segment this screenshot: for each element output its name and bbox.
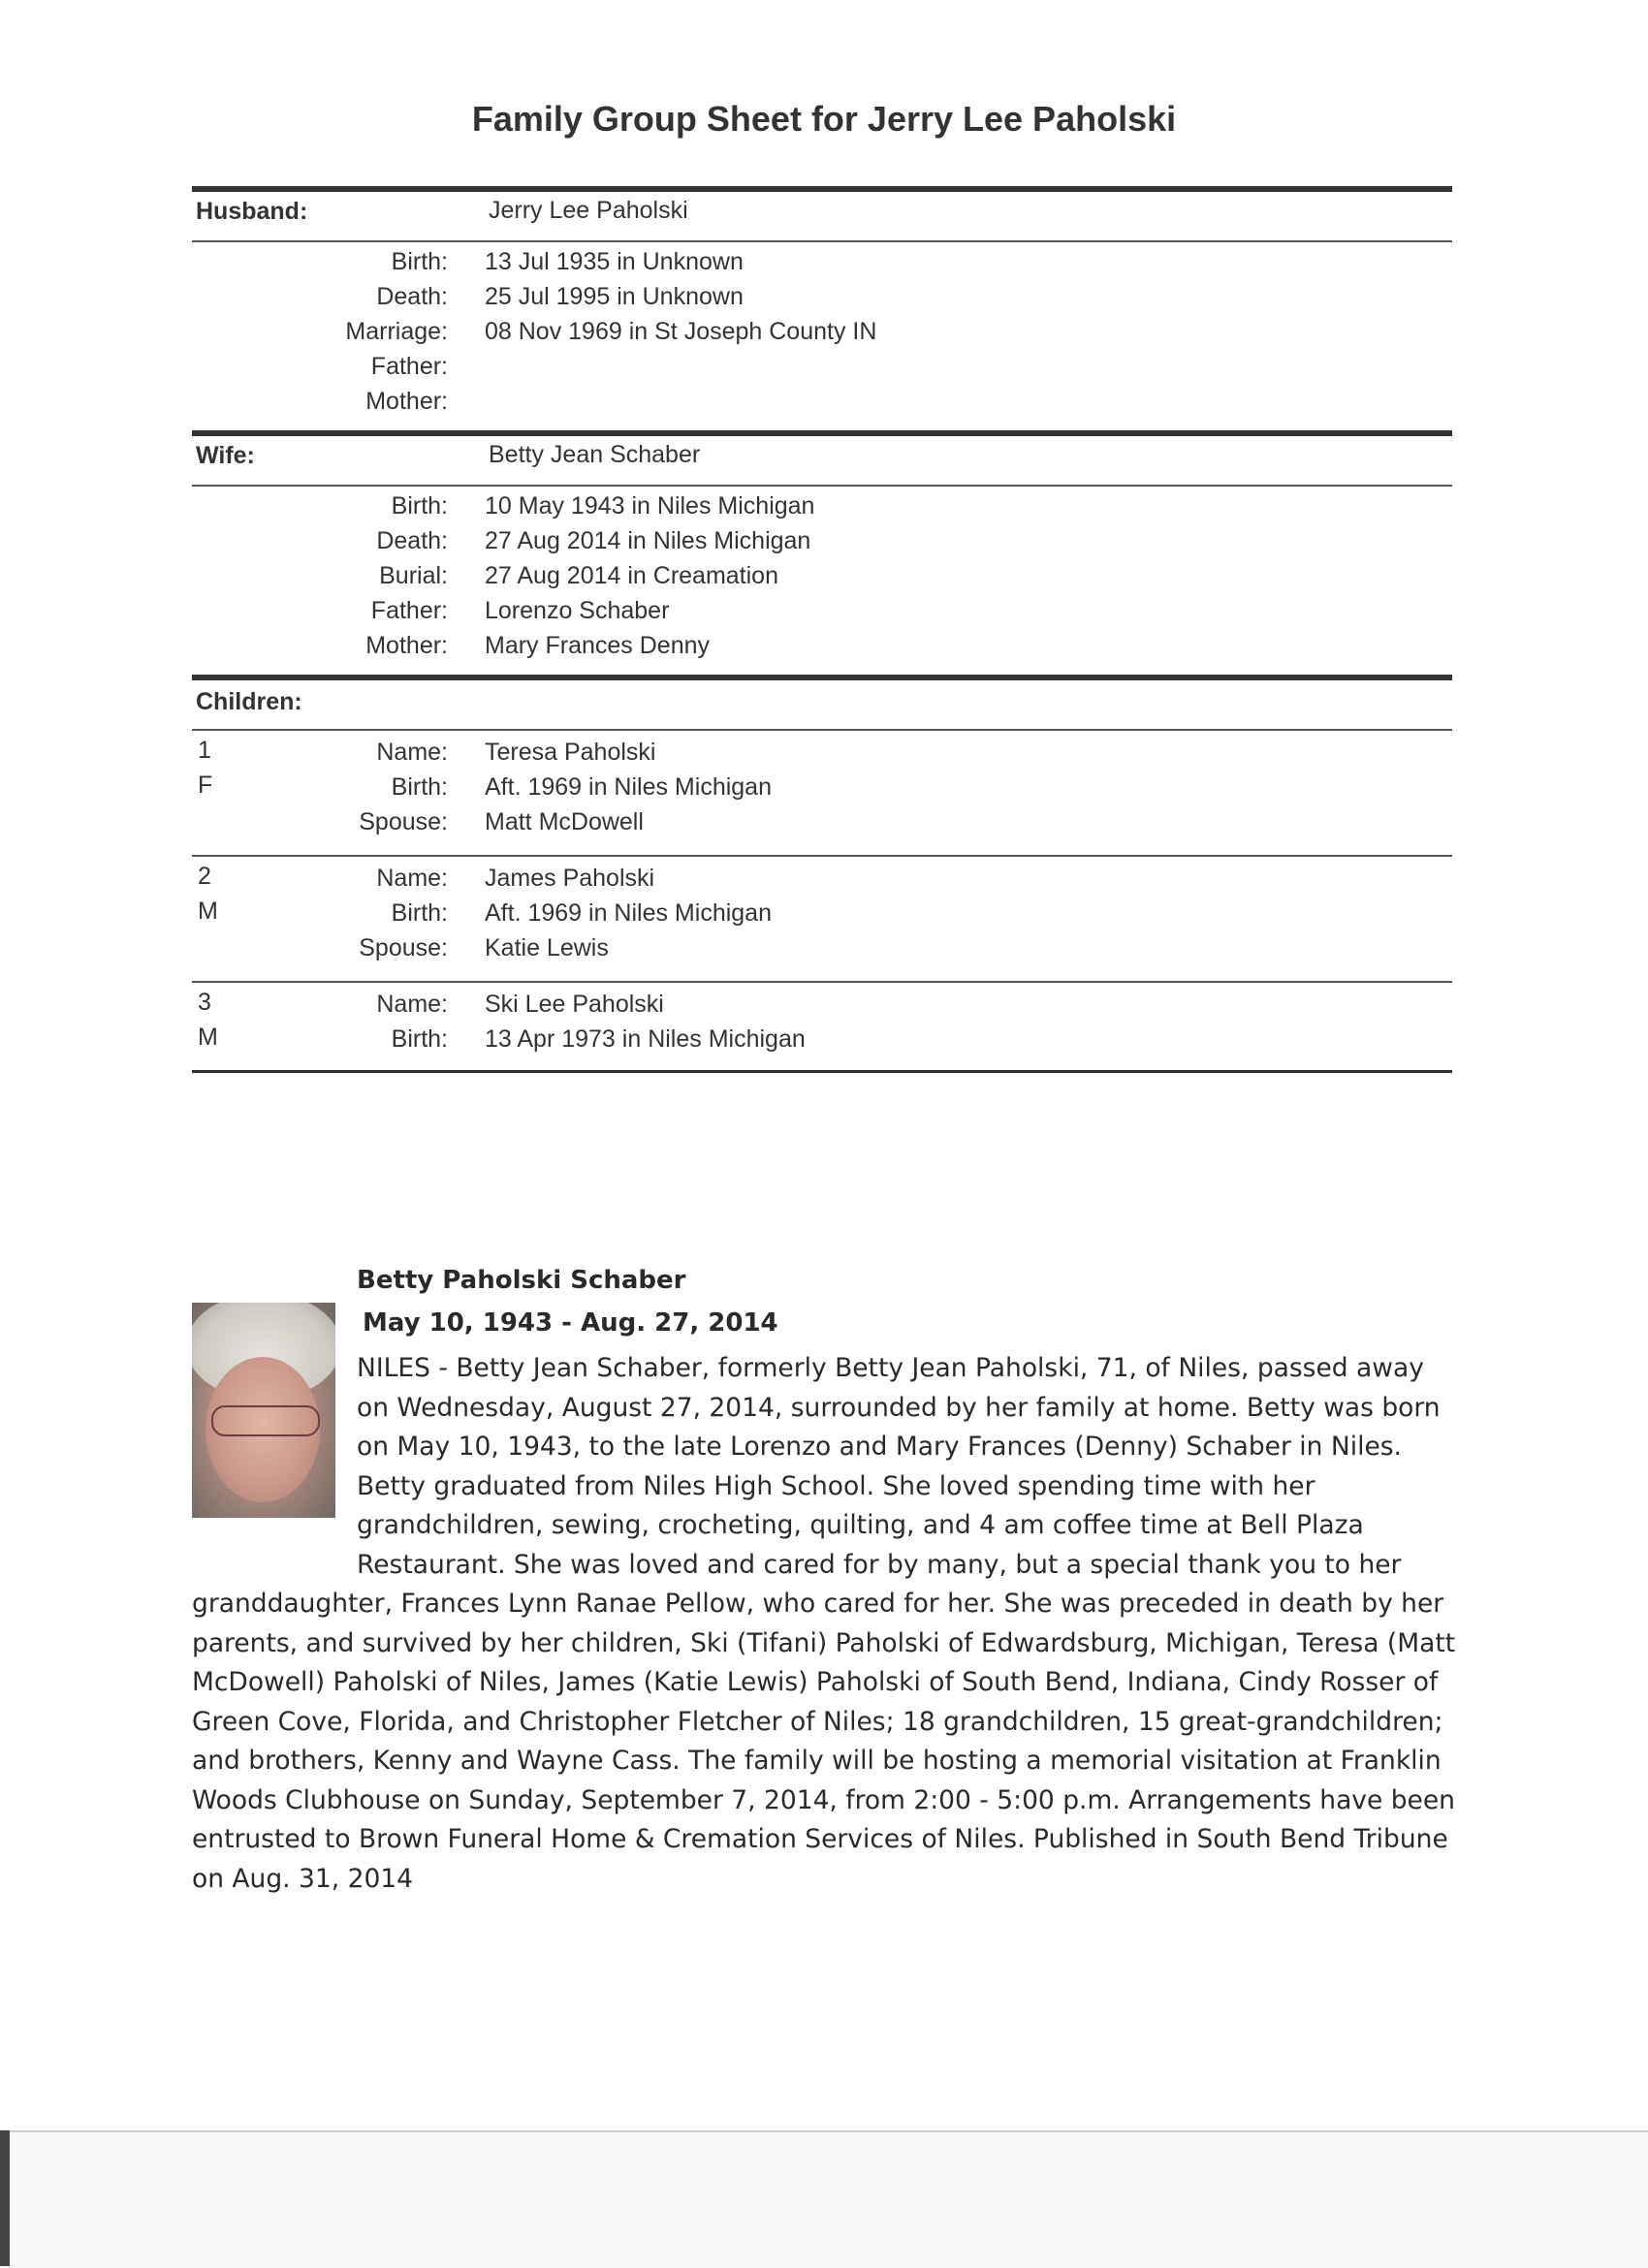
child-fact-row [192,808,1452,843]
fact-value: 27 Aug 2014 in Creamation [485,562,778,589]
fact-label: Name: [376,991,448,1018]
husband-fact-row [192,283,1452,318]
fact-label: Birth: [391,773,448,801]
wife-fact-row [192,632,1452,667]
fact-value: Aft. 1969 in Niles Michigan [485,899,772,927]
scanner-bed-edge [0,2130,1648,2268]
photo-wrap-spacer [192,1349,357,1549]
fact-value: Ski Lee Paholski [485,991,664,1018]
fact-value: 27 Aug 2014 in Niles Michigan [485,527,811,554]
child-fact-row [192,865,1452,899]
children-heading: Children: [196,688,302,715]
child-divider [192,855,1452,857]
fact-label: Death: [376,283,448,310]
sheet-end-rule [192,1070,1452,1073]
child-fact-row [192,934,1452,969]
section-rule [192,675,1452,680]
fact-label: Spouse: [359,934,448,961]
section-subrule [192,729,1452,731]
page-title: Family Group Sheet for Jerry Lee Paholski [471,99,1177,139]
fact-value: 13 Jul 1935 in Unknown [485,248,744,275]
obituary-name: Betty Paholski Schaber [357,1266,686,1295]
wife-fact-row [192,597,1452,632]
husband-fact-row [192,318,1452,353]
section-subrule [192,485,1452,487]
fact-value: 08 Nov 1969 in St Joseph County IN [485,318,877,345]
husband-name: Jerry Lee Paholski [489,197,688,224]
fact-label: Name: [376,865,448,892]
child-fact-row [192,1025,1452,1060]
fact-label: Birth: [391,492,448,520]
fact-label: Death: [376,527,448,554]
husband-fact-row [192,388,1452,423]
fact-value: Matt McDowell [485,808,644,835]
fact-label: Marriage: [345,318,448,345]
section-subrule [192,240,1452,242]
child-sex: M [198,898,218,925]
wife-fact-row [192,492,1452,527]
obituary-body: NILES - Betty Jean Schaber, formerly Betty Jean Paholski, 71, of Niles, passed away on Wednesday, August 27, 2014, surrounded by her family at home. Betty was born on May 10, 1943, to the late Lorenzo and Mary Frances (Denny) Schaber in Niles. Betty graduated from Niles High School. She loved spending time with her grandchildren, sewing, crocheting, quilting, and 4 am coffee time at Bell Plaza Restaurant. She was loved and cared for by many, but a special thank you to her granddaughter, Frances Lynn Ranae Pellow, who cared for her. She was preceded in death by her parents, and survived by her children, Ski (Tifani) Paholski of Edwardsburg, Michigan, Teresa (Matt McDowell) Paholski of Niles, James (Katie Lewis) Paholski of South Bend, Indiana, Cindy Rosser of Green Cove, Florida, and Christopher Fletcher of Niles; 18 grandchildren, 15 great-grandchildren; and brothers, Kenny and Wayne Cass. The family will be hosting a memorial visitation at Franklin Woods Clubhouse on Sunday, September 7, 2014, from 2:00 - 5:00 p.m. Arrangements have been entrusted to Brown Funeral Home & Cremation Services of Niles. Published in South Bend Tribune on Aug. 31, 2014 [192,1353,1456,1894]
section-rule [192,430,1452,436]
obituary-dates: May 10, 1943 - Aug. 27, 2014 [363,1308,778,1338]
child-fact-row [192,773,1452,808]
wife-fact-row [192,562,1452,597]
fact-label: Father: [370,353,448,380]
fact-label: Mother: [365,388,448,415]
fact-label: Birth: [391,899,448,927]
husband-fact-row [192,248,1452,283]
fact-label: Mother: [365,632,448,659]
fact-value: Teresa Paholski [485,739,656,766]
child-divider [192,981,1452,983]
child-index: 1 [198,737,211,764]
child-fact-row [192,899,1452,934]
child-fact-row [192,739,1452,773]
fact-value: Mary Frances Denny [485,632,711,659]
scanner-bed-corner [0,2130,10,2266]
child-index: 3 [198,989,211,1016]
fact-label: Father: [370,597,448,624]
child-index: 2 [198,863,211,890]
fact-value: Lorenzo Schaber [485,597,670,624]
fact-value: Aft. 1969 in Niles Michigan [485,773,772,801]
fact-label: Spouse: [359,808,448,835]
fact-label: Burial: [379,562,448,589]
wife-fact-row [192,527,1452,562]
fact-value: Katie Lewis [485,934,609,961]
wife-name: Betty Jean Schaber [489,441,701,468]
child-sex: M [198,1024,218,1051]
fact-value: 25 Jul 1995 in Unknown [485,283,744,310]
fact-label: Birth: [391,1025,448,1053]
fact-label: Name: [376,739,448,766]
fact-value: 13 Apr 1973 in Niles Michigan [485,1025,806,1053]
fact-label: Birth: [391,248,448,275]
child-fact-row [192,991,1452,1025]
husband-heading: Husband: [196,198,308,225]
child-sex: F [198,772,213,799]
fact-value: 10 May 1943 in Niles Michigan [485,492,815,520]
section-rule [192,186,1452,192]
obituary-text-block [192,1349,1462,1899]
husband-fact-row [192,353,1452,388]
fact-value: James Paholski [485,865,655,892]
wife-heading: Wife: [196,442,255,469]
